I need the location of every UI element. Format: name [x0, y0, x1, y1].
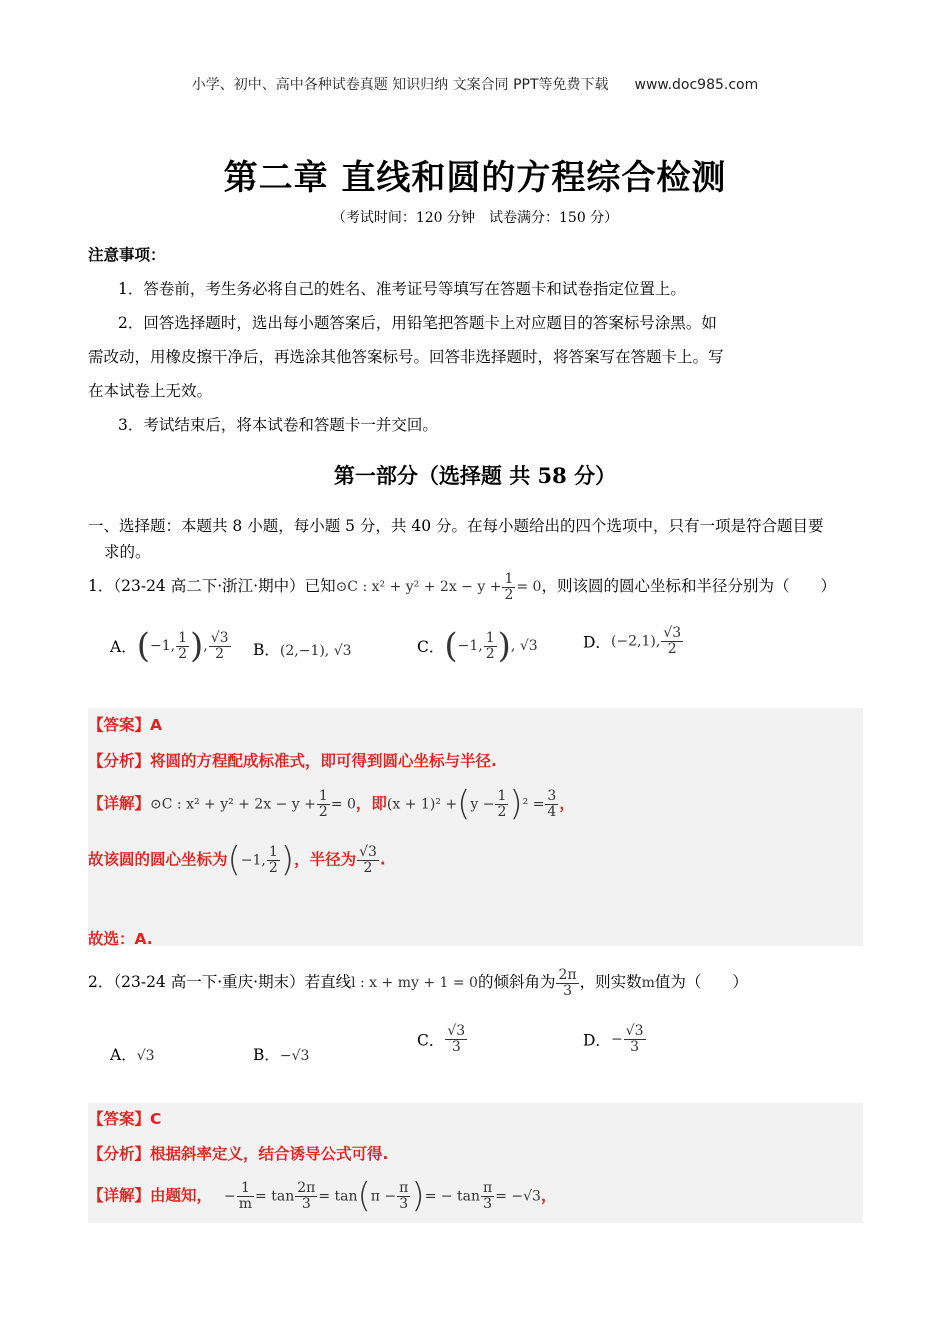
q1-circle-eq: ⊙C : x² + y² + 2x − y +: [335, 579, 502, 595]
q1-option-c[interactable]: C．(−1, $\frac{1}{2}$ ), √3: [417, 626, 538, 666]
question-1: [88, 566, 863, 607]
notice-item-2: 2．回答选择题时，选出每小题答案后，用铅笔把答题卡上对应题目的答案标号涂黑。如: [118, 314, 717, 332]
page-header: [0, 74, 950, 94]
q2-option-a[interactable]: A．√3: [110, 1046, 155, 1064]
exam-subtitle: （考试时间：120 分钟 试卷满分：150 分）: [331, 210, 619, 226]
a1-analysis: 【分析】将圆的方程配成标准式，即可得到圆心坐标与半径.: [88, 752, 497, 770]
q1-half: $\frac{1}{2}$: [504, 570, 514, 603]
header-text: 小学、初中、高中各种试卷真题 知识归纳 文案合同 PPT等免费下载: [191, 77, 609, 93]
notice-item-1: 1．答卷前，考生务必将自己的姓名、准考证号等填写在答题卡和试卷指定位置上。: [118, 280, 686, 298]
header-url[interactable]: www.doc985.com: [634, 77, 759, 93]
q2-option-b[interactable]: B．−√3: [253, 1046, 310, 1064]
notice-item-3: 3．考试结束后，将本试卷和答题卡一并交回。: [118, 416, 438, 434]
question-2: [88, 962, 863, 1003]
notice-item-2-cont: 需改动，用橡皮擦干净后，再选涂其他答案标号。回答非选择题时，将答案写在答题卡上。写: [88, 348, 724, 366]
a2-analysis: 【分析】根据斜率定义，结合诱导公式可得.: [88, 1145, 389, 1163]
part1-intro-line2: 求的。: [104, 543, 151, 561]
a2-answer: 【答案】C: [88, 1110, 162, 1128]
q2-suffix: 值为（ ）: [654, 973, 748, 991]
a1-center: 故该圆的圆心坐标为(−1, $\frac{1}{2}$ )，半径为 $\frac{√3}{2}$ .: [88, 840, 386, 880]
q2-mid: 的倾斜角为: [477, 973, 556, 991]
q2-line-eq: l : x + my + 1 = 0: [351, 975, 478, 991]
answer-box-2: [88, 1103, 863, 1223]
a1-choose: 故选：A.: [88, 930, 153, 948]
notice-block: [88, 238, 863, 442]
part1-intro: [88, 513, 863, 565]
q1-eq-tail: = 0: [516, 579, 542, 595]
q2-options: [110, 1024, 810, 1074]
q2-option-c[interactable]: C． $\frac{√3}{3}$: [417, 1023, 466, 1055]
q1-options: [110, 626, 810, 676]
page-title: 第二章 直线和圆的方程综合检测: [223, 158, 727, 198]
q1-option-a[interactable]: A．(−1, $\frac{1}{2}$ ), $\frac{√3}{2}$: [110, 626, 229, 666]
answer-box-1: [88, 708, 863, 946]
q2-option-d[interactable]: D．− $\frac{√3}{3}$: [583, 1023, 644, 1055]
q1-option-b[interactable]: B．(2,−1), √3: [253, 641, 352, 659]
notice-heading: 注意事项：: [88, 245, 166, 264]
a2-detail: 【详解】由题知， − $\frac{1}{m}$ = tan $\frac{2\pi}{3}$ = tan(π − $\frac{\pi}{3}$ )= − tan $\frac{\pi}{3}$ = −√3，: [88, 1176, 557, 1216]
section-heading: 第一部分（选择题 共 58 分）: [333, 463, 617, 488]
q2-angle: $\frac{2\pi}{3}$: [558, 966, 577, 999]
q2-then: ，则实数: [579, 973, 642, 991]
q1-suffix: ，则该圆的圆心坐标和半径分别为（ ）: [541, 577, 836, 595]
a1-detail: 【详解】⊙C : x² + y² + 2x − y + $\frac{1}{2}$ = 0，即(x + 1)² +(y − $\frac{1}{2}$ )² = $\frac{3}{4}$ ，: [88, 784, 575, 824]
a1-answer: 【答案】A: [88, 716, 163, 734]
part1-intro-line1: 一、选择题：本题共 8 小题，每小题 5 分，共 40 分。在每小题给出的四个选项中，只有一项是符合题目要: [88, 517, 824, 535]
notice-item-2-end: 在本试卷上无效。: [88, 382, 213, 400]
q2-var: m: [641, 975, 655, 991]
q1-option-d[interactable]: D．(−2,1), $\frac{√3}{2}$: [583, 625, 682, 657]
q1-prefix: 1．（23-24 高二下·浙江·期中）已知: [88, 577, 336, 595]
q2-prefix: 2．（23-24 高一下·重庆·期末）若直线: [88, 973, 352, 991]
